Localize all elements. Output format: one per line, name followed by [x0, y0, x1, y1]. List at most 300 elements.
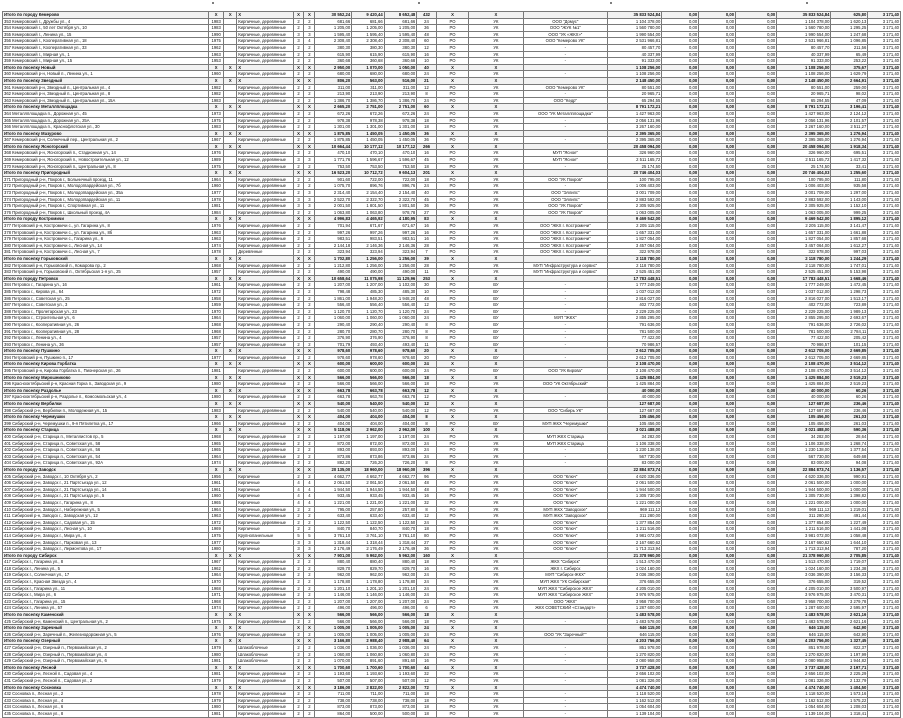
- page-dot: [212, 2, 214, 4]
- cell-h: 753,50: [352, 163, 385, 170]
- cell-d: Кирпичные, деревянные: [237, 420, 293, 427]
- cell-s: 2 693,67: [831, 315, 868, 322]
- cell-s: 2 621,16: [831, 618, 868, 625]
- cell-b: 1982: [209, 91, 224, 98]
- cell-m: ООО "УК Металлплощадка": [523, 110, 608, 117]
- cell-q: 0,00: [736, 506, 777, 513]
- table-row: [3, 183, 901, 190]
- cell-q: 0,00: [736, 394, 777, 401]
- cell-u: 3 171,40: [868, 513, 901, 520]
- cell-n: 40 000,00: [608, 387, 662, 394]
- cell-b: 1968: [209, 585, 224, 592]
- cell-g: 1 120,70: [315, 308, 352, 315]
- cell-j: 45: [417, 196, 437, 203]
- cell-r: 322 978,00: [777, 249, 831, 256]
- table-row: [3, 499, 901, 506]
- cell-b: 1963: [209, 513, 224, 520]
- cell-c: [224, 196, 237, 203]
- cell-p: 0,00: [699, 697, 736, 704]
- cell-q: 0,00: [736, 315, 777, 322]
- table-row: [3, 572, 901, 579]
- table-row: [3, 295, 901, 302]
- cell-o: 0,00: [662, 664, 699, 671]
- cell-j: 48: [417, 31, 437, 38]
- cell-h: 10 712,72: [352, 170, 385, 177]
- cell-n: 3 457 064,00: [608, 242, 662, 249]
- cell-d: Кирпичные, деревянные: [237, 559, 293, 566]
- cell-a: Итого по поселку Пригородный: [3, 170, 209, 177]
- cell-p: 0,00: [699, 704, 736, 711]
- cell-n: 3 958 700,00: [608, 598, 662, 605]
- cell-i: 1 301,00: [384, 124, 417, 131]
- cell-o: 0,00: [662, 295, 699, 302]
- cell-d: Кирпичные, деревянные: [237, 341, 293, 348]
- cell-i: 600,00: [384, 368, 417, 375]
- cell-h: 1 036,00: [352, 645, 385, 652]
- cell-q: 0,00: [736, 361, 777, 368]
- cell-s: 2 705,85: [831, 552, 868, 559]
- cell-m: -: [523, 394, 608, 401]
- cell-i: 680,00: [384, 71, 417, 78]
- cell-a: Итого по поселку Сосновка: [3, 684, 209, 691]
- cell-p: 0,00: [699, 480, 736, 487]
- cell-b: 1969: [209, 526, 224, 533]
- cell-m: МУП "Ясное": [523, 157, 608, 164]
- cell-r: 35 833 524,84: [777, 12, 831, 19]
- cell-c: [224, 677, 237, 684]
- cell-q: 0,00: [736, 697, 777, 704]
- cell-l: УК: [469, 203, 523, 210]
- cell-p: 0,00: [699, 664, 736, 671]
- cell-u: 3 171,40: [868, 460, 901, 467]
- cell-f: X: [304, 170, 315, 177]
- cell-i: 566,00: [384, 618, 417, 625]
- cell-u: 3 171,40: [868, 255, 901, 262]
- cell-g: 864,00: [315, 710, 352, 717]
- cell-i: 880,40: [384, 559, 417, 566]
- cell-g: 882,20: [315, 460, 352, 467]
- cell-h: 1 256,00: [352, 255, 385, 262]
- cell-o: 0,00: [662, 658, 699, 665]
- cell-h: 2 146,36: [352, 242, 385, 249]
- cell-c: X: [224, 77, 237, 84]
- cell-p: 0,00: [699, 203, 736, 210]
- cell-c: [224, 137, 237, 144]
- cell-l: УК: [469, 440, 523, 447]
- cell-k: РО: [436, 341, 469, 348]
- cell-m: -: [523, 51, 608, 58]
- cell-h: 726,20: [352, 460, 385, 467]
- cell-p: 0,00: [699, 453, 736, 460]
- cell-c: [224, 91, 237, 98]
- cell-l: X: [469, 255, 523, 262]
- cell-u: 3 171,40: [868, 361, 901, 368]
- cell-o: 0,00: [662, 526, 699, 533]
- cell-q: 0,00: [736, 18, 777, 25]
- cell-f: 3: [304, 546, 315, 553]
- cell-p: 0,00: [699, 321, 736, 328]
- cell-c: [224, 368, 237, 375]
- cell-s: 2 511,27: [831, 124, 868, 131]
- cell-m: ООО "Ключ": [523, 519, 608, 526]
- cell-f: 2: [304, 658, 315, 665]
- cell-h: 1 801,50: [352, 203, 385, 210]
- cell-i: 681,66: [384, 18, 417, 25]
- cell-e: 2: [293, 605, 304, 612]
- cell-u: 3 171,40: [868, 295, 901, 302]
- cell-h: 380,30: [352, 44, 385, 51]
- cell-k: РО: [436, 236, 469, 243]
- cell-p: 0,00: [699, 38, 736, 45]
- cell-j: 72: [417, 684, 437, 691]
- cell-l: УК: [469, 190, 523, 197]
- cell-f: 2: [304, 84, 315, 91]
- cell-q: 0,00: [736, 71, 777, 78]
- cell-d: Кирпичные, деревянные: [237, 97, 293, 104]
- cell-e: X: [293, 64, 304, 71]
- table-row: [3, 532, 901, 539]
- cell-s: 60,26: [831, 387, 868, 394]
- table-row: [3, 190, 901, 197]
- cell-m: ЖКХ СОВЕТСКИЙ «Стандарт»: [523, 605, 608, 612]
- cell-l: X: [469, 170, 523, 177]
- cell-p: 0,00: [699, 91, 736, 98]
- cell-j: 24: [417, 368, 437, 375]
- register-sheet: [2, 11, 901, 718]
- cell-s: 1 255,60: [831, 170, 868, 177]
- cell-m: -: [523, 645, 608, 652]
- cell-r: 2 883 592,00: [777, 196, 831, 203]
- cell-k: X: [436, 361, 469, 368]
- cell-b: 1961: [209, 282, 224, 289]
- cell-a: 415 Сибирский р-н, Заводск г., Парковая ул., 13: [3, 539, 209, 546]
- cell-b: 1960: [209, 71, 224, 78]
- cell-o: 0,00: [662, 434, 699, 441]
- cell-d: Кирпичные: [237, 526, 293, 533]
- cell-s: 65,49: [831, 51, 868, 58]
- table-row: [3, 315, 901, 322]
- cell-m: [523, 401, 608, 408]
- cell-b: 1967: [209, 137, 224, 144]
- cell-e: X: [293, 612, 304, 619]
- table-row: [3, 598, 901, 605]
- cell-h: 711,00: [352, 691, 385, 698]
- cell-q: 0,00: [736, 585, 777, 592]
- cell-f: 2: [304, 565, 315, 572]
- cell-p: 0,00: [699, 427, 736, 434]
- table-row: [3, 486, 901, 493]
- cell-b: 1957: [209, 341, 224, 348]
- cell-q: 0,00: [736, 381, 777, 388]
- cell-a: 371 Пригородный р-н, Покров г., Больничный проезд, 11: [3, 176, 209, 183]
- cell-i: 2 146,36: [384, 242, 417, 249]
- cell-b: 1972: [209, 288, 224, 295]
- cell-h: 4 662,77: [352, 473, 385, 480]
- cell-j: 96: [417, 473, 437, 480]
- cell-s: 5 153,98: [831, 269, 868, 276]
- cell-l: X: [469, 143, 523, 150]
- cell-g: 880,40: [315, 559, 352, 566]
- cell-p: 0,00: [699, 499, 736, 506]
- cell-j: 10: [417, 58, 437, 65]
- cell-d: X: [237, 361, 293, 368]
- cell-c: [224, 486, 237, 493]
- cell-c: X: [224, 255, 237, 262]
- table-row: [3, 117, 901, 124]
- cell-o: 0,00: [662, 341, 699, 348]
- cell-u: 3 171,40: [868, 368, 901, 375]
- cell-u: 3 171,40: [868, 440, 901, 447]
- cell-k: РО: [436, 618, 469, 625]
- cell-b: 1964: [209, 572, 224, 579]
- cell-b: 1970: [209, 308, 224, 315]
- table-row: [3, 262, 901, 269]
- cell-g: 672,26: [315, 110, 352, 117]
- cell-d: Кирпичные: [237, 493, 293, 500]
- cell-a: 427 Сибирский р-н, Озерный п., Первомайская ул., 2: [3, 645, 209, 652]
- cell-h: 2 154,40: [352, 190, 385, 197]
- cell-m: ООО "Ключ": [523, 532, 608, 539]
- cell-e: 2: [293, 506, 304, 513]
- cell-o: 0,00: [662, 249, 699, 256]
- cell-m: -: [523, 295, 608, 302]
- cell-f: 2: [304, 223, 315, 230]
- cell-k: РО: [436, 631, 469, 638]
- cell-c: [224, 513, 237, 520]
- cell-r: 2 167 660,62: [777, 539, 831, 546]
- cell-a: 410 Сибирский р-н, Заводск г., Набережная ул., 5: [3, 506, 209, 513]
- table-row: [3, 223, 901, 230]
- subtotal-row: [3, 427, 901, 434]
- cell-s: 1 276,94: [831, 130, 868, 137]
- cell-k: РО: [436, 447, 469, 454]
- cell-u: 3 171,40: [868, 638, 901, 645]
- cell-d: Кирпичные, деревянные: [237, 38, 293, 45]
- cell-l: УК: [469, 51, 523, 58]
- cell-d: Кирпичные, деревянные: [237, 269, 293, 276]
- cell-j: 18: [417, 124, 437, 131]
- cell-j: 32: [417, 499, 437, 506]
- table-row: [3, 618, 901, 625]
- cell-e: 2: [293, 704, 304, 711]
- cell-f: 2: [304, 677, 315, 684]
- cell-e: 2: [293, 691, 304, 698]
- cell-b: X: [209, 216, 224, 223]
- cell-j: 18: [417, 612, 437, 619]
- cell-g: 1 212,80: [315, 262, 352, 269]
- cell-o: 0,00: [662, 368, 699, 375]
- cell-g: 1 771,76: [315, 157, 352, 164]
- cell-q: 0,00: [736, 526, 777, 533]
- cell-i: 566,00: [384, 612, 417, 619]
- cell-p: 0,00: [699, 97, 736, 104]
- cell-f: 2: [304, 651, 315, 658]
- cell-p: 0,00: [699, 519, 736, 526]
- cell-n: 2 305 925,00: [608, 203, 662, 210]
- cell-b: 1968: [209, 598, 224, 605]
- cell-s: 236,46: [831, 401, 868, 408]
- cell-q: 0,00: [736, 170, 777, 177]
- cell-r: 83 000,00: [777, 460, 831, 467]
- cell-g: 213,90: [315, 91, 352, 98]
- cell-n: 1 425 884,00: [608, 381, 662, 388]
- cell-j: 30: [417, 282, 437, 289]
- cell-r: 17 783 448,51: [777, 275, 831, 282]
- cell-k: РО: [436, 710, 469, 717]
- cell-f: 3: [304, 31, 315, 38]
- cell-s: 990,91: [831, 473, 868, 480]
- cell-b: X: [209, 77, 224, 84]
- cell-h: 563,00: [352, 77, 385, 84]
- cell-k: X: [436, 216, 469, 223]
- cell-m: ООО "Кемерово УК": [523, 84, 608, 91]
- cell-n: 9 469 542,00: [608, 216, 662, 223]
- cell-a: 381 Петровский р-н, Костромичи с., Лесная ул., 7: [3, 249, 209, 256]
- cell-e: X: [293, 625, 304, 632]
- cell-e: 2: [293, 651, 304, 658]
- cell-f: 3: [304, 196, 315, 203]
- cell-l: УК: [469, 44, 523, 51]
- cell-h: 213,90: [352, 91, 385, 98]
- cell-i: 933,45: [384, 493, 417, 500]
- cell-k: РО: [436, 150, 469, 157]
- cell-j: 48: [417, 295, 437, 302]
- cell-r: 25 174,50: [777, 163, 831, 170]
- cell-l: УК: [469, 565, 523, 572]
- cell-u: 3 171,40: [868, 269, 901, 276]
- cell-n: 127 687,00: [608, 407, 662, 414]
- cell-n: 2 108 470,00: [608, 368, 662, 375]
- cell-p: 0,00: [699, 473, 736, 480]
- cell-c: [224, 559, 237, 566]
- cell-m: -: [523, 618, 608, 625]
- cell-e: 2: [293, 97, 304, 104]
- cell-l: УК: [469, 117, 523, 124]
- cell-n: 65 294,55: [608, 97, 662, 104]
- cell-d: Кирпичные, деревянные: [237, 321, 293, 328]
- cell-j: 24: [417, 434, 437, 441]
- cell-u: 3 171,40: [868, 58, 901, 65]
- cell-k: РО: [436, 71, 469, 78]
- cell-h: 496,00: [352, 605, 385, 612]
- cell-o: 0,00: [662, 275, 699, 282]
- cell-m: ООО "Ключ": [523, 473, 608, 480]
- cell-u: 3 171,40: [868, 341, 901, 348]
- table-row: [3, 84, 901, 91]
- cell-u: 3 171,40: [868, 420, 901, 427]
- cell-n: 4 474 740,00: [608, 684, 662, 691]
- cell-a: 403 Сибирский р-н, Старица п., Советская ул., 54: [3, 453, 209, 460]
- cell-i: 404,00: [384, 420, 417, 427]
- cell-r: 2 229 225,00: [777, 308, 831, 315]
- cell-r: 2 612 705,00: [777, 348, 831, 355]
- cell-u: 3 171,40: [868, 18, 901, 25]
- cell-u: 3 171,40: [868, 447, 901, 454]
- subtotal-row: [3, 625, 901, 632]
- cell-c: [224, 229, 237, 236]
- cell-u: 3 171,40: [868, 592, 901, 599]
- cell-g: 470,10: [315, 150, 352, 157]
- cell-o: 0,00: [662, 242, 699, 249]
- cell-q: 0,00: [736, 671, 777, 678]
- cell-c: [224, 308, 237, 315]
- cell-q: 0,00: [736, 704, 777, 711]
- cell-n: 1 139 104,00: [608, 710, 662, 717]
- cell-c: [224, 315, 237, 322]
- table-row: [3, 354, 901, 361]
- cell-b: 1980: [209, 381, 224, 388]
- cell-r: 2 395 365,00: [777, 137, 831, 144]
- cell-l: УК: [469, 110, 523, 117]
- cell-r: 70 986,57: [777, 341, 831, 348]
- cell-g: 404,00: [315, 414, 352, 421]
- cell-o: 0,00: [662, 460, 699, 467]
- cell-a: 355 Кемеровский г., Ленина ул., 15: [3, 31, 209, 38]
- cell-i: 738,00: [384, 697, 417, 704]
- cell-m: ООО "Ключ": [523, 480, 608, 487]
- cell-s: 1 857,68: [831, 236, 868, 243]
- cell-g: 10 664,44: [315, 143, 352, 150]
- table-row: [3, 269, 901, 276]
- cell-e: X: [293, 427, 304, 434]
- cell-i: 516,00: [384, 77, 417, 84]
- cell-p: 0,00: [699, 407, 736, 414]
- cell-b: 1967: [209, 559, 224, 566]
- cell-l: УК: [469, 447, 523, 454]
- subtotal-row: [3, 387, 901, 394]
- cell-m: ООО "Ключ": [523, 546, 608, 553]
- cell-s: 3 141,47: [831, 223, 868, 230]
- cell-e: 2: [293, 25, 304, 32]
- cell-p: 0,00: [699, 493, 736, 500]
- cell-m: МУП ЖКХ Старица: [523, 434, 608, 441]
- cell-b: 1976: [209, 223, 224, 230]
- cell-s: 1 629,79: [831, 71, 868, 78]
- cell-h: 3 761,10: [352, 532, 385, 539]
- cell-c: [224, 631, 237, 638]
- cell-o: 0,00: [662, 480, 699, 487]
- cell-l: УК: [469, 262, 523, 269]
- cell-f: X: [304, 130, 315, 137]
- cell-i: 1 205,00: [384, 25, 417, 32]
- cell-m: ООО "Сибирь УК": [523, 407, 608, 414]
- cell-k: РО: [436, 677, 469, 684]
- table-row: [3, 434, 901, 441]
- cell-q: 0,00: [736, 203, 777, 210]
- cell-k: РО: [436, 354, 469, 361]
- cell-n: 2 656 102,00: [608, 671, 662, 678]
- cell-d: X: [237, 401, 293, 408]
- cell-c: [224, 532, 237, 539]
- cell-p: 0,00: [699, 18, 736, 25]
- cell-r: 1 990 554,00: [777, 31, 831, 38]
- cell-m: -: [523, 704, 608, 711]
- cell-f: 5: [304, 532, 315, 539]
- cell-e: 2: [293, 190, 304, 197]
- cell-q: 0,00: [736, 559, 777, 566]
- cell-b: 1962: [209, 44, 224, 51]
- cell-h: 1 595,40: [352, 31, 385, 38]
- cell-d: Кирпичные, деревянные: [237, 91, 293, 98]
- cell-g: 600,00: [315, 368, 352, 375]
- cell-q: 0,00: [736, 434, 777, 441]
- cell-b: 1980: [209, 651, 224, 658]
- cell-l: УК: [469, 631, 523, 638]
- cell-r: 4 620 336,00: [777, 473, 831, 480]
- cell-b: 1983: [209, 407, 224, 414]
- table-row: [3, 150, 901, 157]
- cell-r: 20 965,71: [777, 91, 831, 98]
